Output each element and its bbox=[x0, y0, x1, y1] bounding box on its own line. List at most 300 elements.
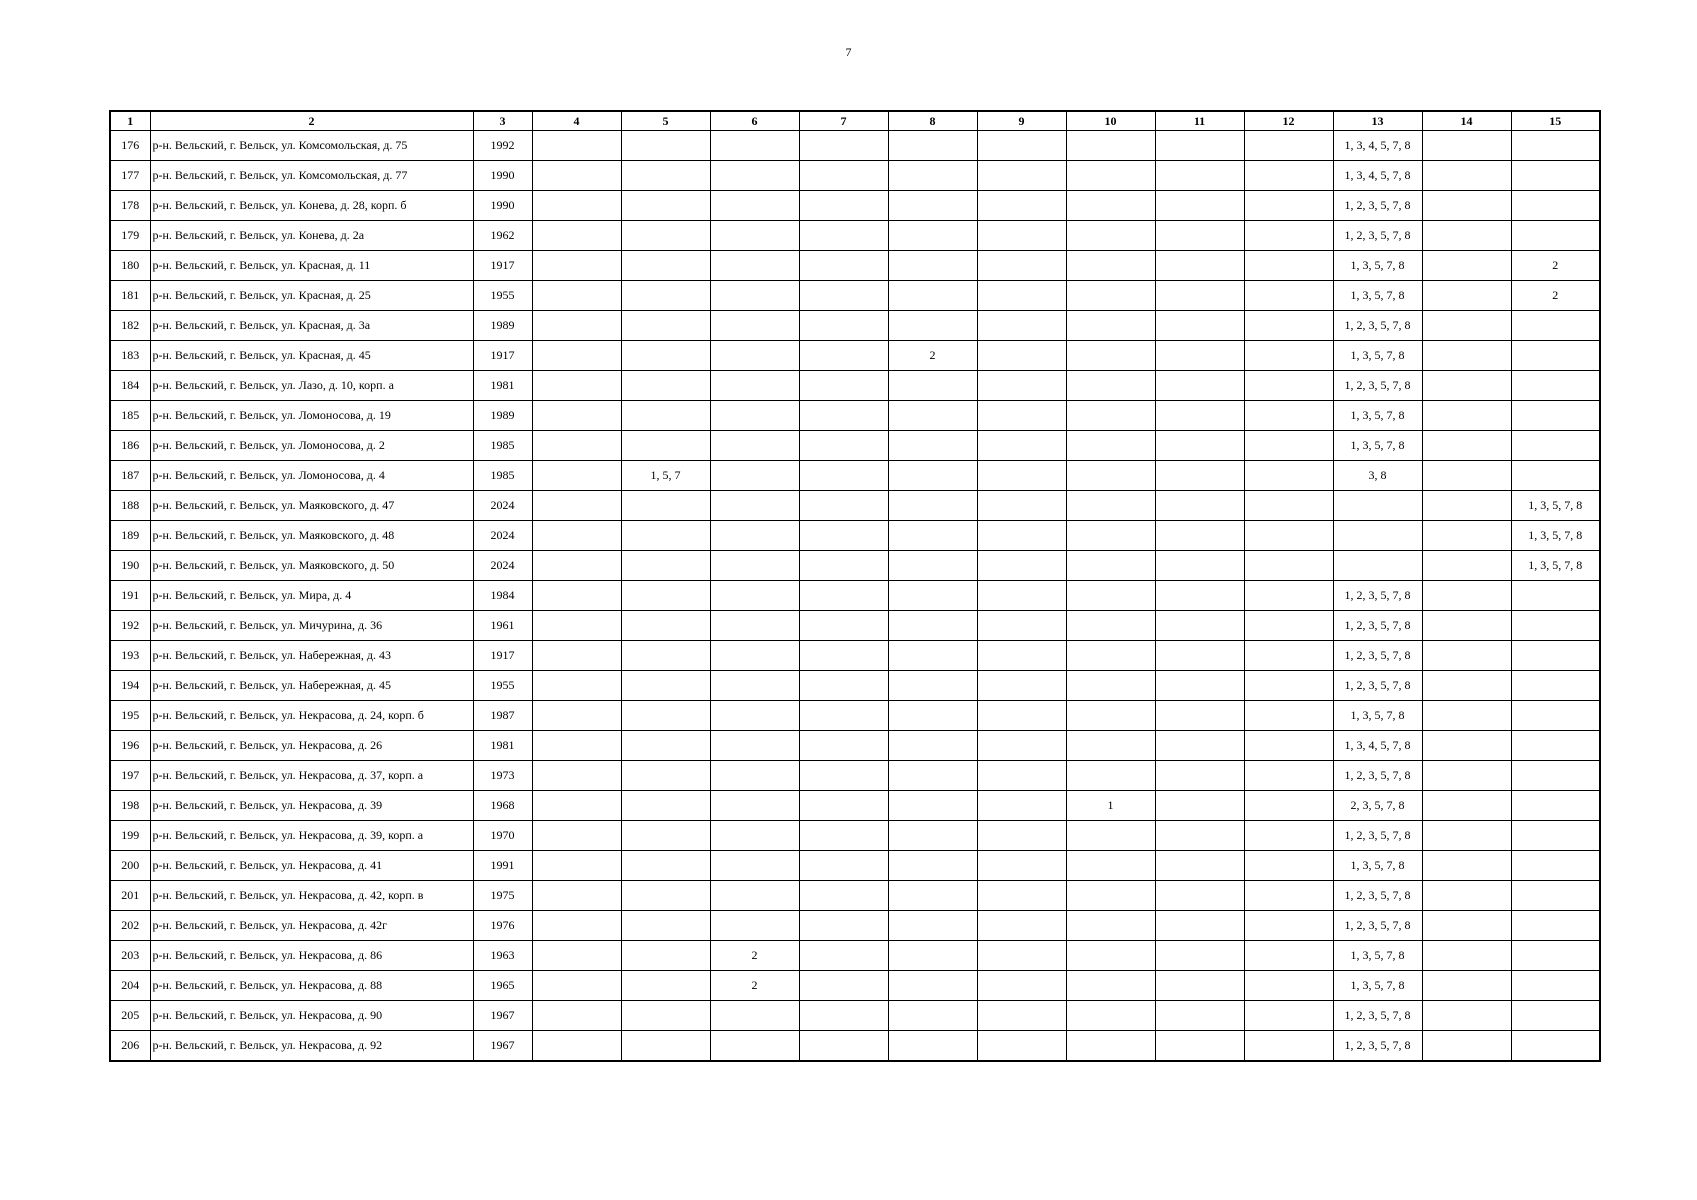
table-cell bbox=[1244, 371, 1333, 401]
year-cell: 1989 bbox=[473, 311, 532, 341]
table-cell bbox=[1422, 1031, 1511, 1062]
row-number-cell: 186 bbox=[110, 431, 150, 461]
row-number-cell: 184 bbox=[110, 371, 150, 401]
table-cell bbox=[799, 251, 888, 281]
table-cell bbox=[1244, 851, 1333, 881]
table-cell bbox=[1155, 731, 1244, 761]
table-cell bbox=[888, 671, 977, 701]
table-cell bbox=[888, 641, 977, 671]
year-cell: 1955 bbox=[473, 671, 532, 701]
table-cell bbox=[1244, 401, 1333, 431]
table-cell bbox=[710, 281, 799, 311]
table-cell bbox=[888, 431, 977, 461]
row-number-cell: 194 bbox=[110, 671, 150, 701]
table-cell bbox=[621, 491, 710, 521]
table-cell bbox=[710, 251, 799, 281]
table-cell bbox=[532, 581, 621, 611]
table-cell bbox=[621, 341, 710, 371]
table-cell bbox=[1511, 611, 1600, 641]
table-cell bbox=[532, 971, 621, 1001]
table-cell: 1, 2, 3, 5, 7, 8 bbox=[1333, 371, 1422, 401]
table-cell bbox=[1422, 341, 1511, 371]
table-cell bbox=[1244, 1031, 1333, 1062]
address-cell: р-н. Вельский, г. Вельск, ул. Некрасова, д. 42, корп. в bbox=[150, 881, 473, 911]
row-number-cell: 206 bbox=[110, 1031, 150, 1062]
table-cell bbox=[532, 641, 621, 671]
row-number-cell: 202 bbox=[110, 911, 150, 941]
table-cell bbox=[710, 1031, 799, 1062]
table-cell: 1, 2, 3, 5, 7, 8 bbox=[1333, 611, 1422, 641]
table-cell bbox=[977, 971, 1066, 1001]
table-cell bbox=[1333, 491, 1422, 521]
table-cell bbox=[1244, 491, 1333, 521]
table-cell bbox=[799, 521, 888, 551]
table-cell: 1, 2, 3, 5, 7, 8 bbox=[1333, 881, 1422, 911]
row-number-cell: 197 bbox=[110, 761, 150, 791]
table-cell bbox=[977, 941, 1066, 971]
header-row bbox=[110, 111, 1600, 131]
table-cell bbox=[888, 221, 977, 251]
year-cell: 1963 bbox=[473, 941, 532, 971]
table-cell bbox=[977, 311, 1066, 341]
table-cell bbox=[888, 191, 977, 221]
column-header-4: 4 bbox=[532, 111, 621, 131]
table-cell bbox=[799, 371, 888, 401]
table-cell bbox=[532, 551, 621, 581]
table-cell bbox=[977, 341, 1066, 371]
table-cell bbox=[1066, 851, 1155, 881]
table-cell bbox=[799, 1031, 888, 1062]
table-cell bbox=[888, 131, 977, 161]
table-cell bbox=[1511, 911, 1600, 941]
address-cell: р-н. Вельский, г. Вельск, ул. Маяковского, д. 48 bbox=[150, 521, 473, 551]
row-number-cell: 180 bbox=[110, 251, 150, 281]
table-cell bbox=[710, 221, 799, 251]
table-row bbox=[110, 191, 1600, 221]
row-number-cell: 203 bbox=[110, 941, 150, 971]
table-cell bbox=[799, 911, 888, 941]
table-cell bbox=[532, 761, 621, 791]
year-cell: 2024 bbox=[473, 491, 532, 521]
table-cell bbox=[1511, 731, 1600, 761]
table-cell bbox=[1511, 461, 1600, 491]
table-cell bbox=[888, 161, 977, 191]
table-cell bbox=[710, 641, 799, 671]
table-cell bbox=[1422, 1001, 1511, 1031]
table-cell bbox=[1244, 971, 1333, 1001]
table-cell bbox=[799, 431, 888, 461]
table-cell: 2 bbox=[1511, 251, 1600, 281]
table-cell bbox=[1422, 941, 1511, 971]
table-cell: 1, 5, 7 bbox=[621, 461, 710, 491]
year-cell: 1981 bbox=[473, 371, 532, 401]
table-cell bbox=[977, 701, 1066, 731]
table-row bbox=[110, 851, 1600, 881]
page-number: 7 bbox=[845, 45, 852, 59]
table-cell bbox=[710, 701, 799, 731]
table-cell bbox=[977, 581, 1066, 611]
table-row bbox=[110, 821, 1600, 851]
table-cell bbox=[1422, 791, 1511, 821]
table-cell bbox=[977, 551, 1066, 581]
table-cell bbox=[1155, 641, 1244, 671]
year-cell: 1917 bbox=[473, 251, 532, 281]
address-cell: р-н. Вельский, г. Вельск, ул. Некрасова, д. 42г bbox=[150, 911, 473, 941]
table-row bbox=[110, 131, 1600, 161]
table-cell bbox=[888, 611, 977, 641]
table-cell bbox=[888, 281, 977, 311]
table-cell bbox=[1066, 221, 1155, 251]
table-cell bbox=[888, 581, 977, 611]
year-cell: 1991 bbox=[473, 851, 532, 881]
table-row bbox=[110, 761, 1600, 791]
row-number-cell: 177 bbox=[110, 161, 150, 191]
table-cell bbox=[1066, 521, 1155, 551]
table-cell: 1, 3, 4, 5, 7, 8 bbox=[1333, 161, 1422, 191]
column-header-1: 1 bbox=[110, 111, 150, 131]
row-number-cell: 205 bbox=[110, 1001, 150, 1031]
table-cell bbox=[1066, 191, 1155, 221]
table-cell bbox=[621, 311, 710, 341]
table-cell bbox=[1244, 191, 1333, 221]
address-cell: р-н. Вельский, г. Вельск, ул. Набережная, д. 43 bbox=[150, 641, 473, 671]
table-cell bbox=[1066, 251, 1155, 281]
table-cell bbox=[1511, 641, 1600, 671]
row-number-cell: 183 bbox=[110, 341, 150, 371]
table-cell bbox=[710, 761, 799, 791]
address-cell: р-н. Вельский, г. Вельск, ул. Некрасова, д. 92 bbox=[150, 1031, 473, 1062]
table-cell bbox=[1244, 251, 1333, 281]
table-cell bbox=[621, 641, 710, 671]
table-cell bbox=[532, 611, 621, 641]
table-cell bbox=[977, 641, 1066, 671]
table-cell bbox=[888, 461, 977, 491]
table-cell bbox=[888, 731, 977, 761]
table-cell bbox=[1244, 1001, 1333, 1031]
year-cell: 1917 bbox=[473, 641, 532, 671]
table-cell bbox=[710, 401, 799, 431]
table-cell bbox=[799, 221, 888, 251]
table-cell bbox=[1155, 671, 1244, 701]
table-body bbox=[110, 131, 1600, 1062]
table-cell bbox=[888, 371, 977, 401]
table-row bbox=[110, 701, 1600, 731]
table-cell bbox=[1244, 161, 1333, 191]
table-cell bbox=[1155, 581, 1244, 611]
table-cell bbox=[532, 251, 621, 281]
table-header bbox=[110, 111, 1600, 131]
table-cell bbox=[1155, 551, 1244, 581]
table-cell bbox=[621, 131, 710, 161]
table-cell bbox=[888, 311, 977, 341]
table-cell bbox=[1155, 401, 1244, 431]
table-row bbox=[110, 731, 1600, 761]
table-row bbox=[110, 491, 1600, 521]
table-cell bbox=[977, 161, 1066, 191]
table-cell bbox=[621, 401, 710, 431]
table-cell bbox=[1511, 401, 1600, 431]
row-number-cell: 201 bbox=[110, 881, 150, 911]
column-header-3: 3 bbox=[473, 111, 532, 131]
table-cell bbox=[710, 161, 799, 191]
table-cell bbox=[977, 401, 1066, 431]
table-cell bbox=[1155, 311, 1244, 341]
table-cell bbox=[977, 251, 1066, 281]
table-cell bbox=[1511, 1001, 1600, 1031]
table-cell bbox=[1066, 761, 1155, 791]
table-cell bbox=[1422, 551, 1511, 581]
table-row bbox=[110, 581, 1600, 611]
address-cell: р-н. Вельский, г. Вельск, ул. Красная, д. 25 bbox=[150, 281, 473, 311]
table-cell bbox=[799, 311, 888, 341]
address-cell: р-н. Вельский, г. Вельск, ул. Некрасова, д. 88 bbox=[150, 971, 473, 1001]
column-header-9: 9 bbox=[977, 111, 1066, 131]
row-number-cell: 188 bbox=[110, 491, 150, 521]
address-cell: р-н. Вельский, г. Вельск, ул. Некрасова, д. 37, корп. а bbox=[150, 761, 473, 791]
table-cell bbox=[799, 701, 888, 731]
table-cell bbox=[977, 671, 1066, 701]
table-cell bbox=[1244, 821, 1333, 851]
address-cell: р-н. Вельский, г. Вельск, ул. Комсомольская, д. 77 bbox=[150, 161, 473, 191]
table-cell bbox=[621, 761, 710, 791]
table-cell bbox=[977, 1031, 1066, 1062]
table-cell bbox=[1066, 941, 1155, 971]
column-header-6: 6 bbox=[710, 111, 799, 131]
table-cell bbox=[799, 1001, 888, 1031]
year-cell: 1992 bbox=[473, 131, 532, 161]
table-cell bbox=[710, 131, 799, 161]
table-cell bbox=[1244, 281, 1333, 311]
table-cell bbox=[1511, 701, 1600, 731]
table-cell bbox=[977, 821, 1066, 851]
table-cell bbox=[1155, 881, 1244, 911]
table-cell bbox=[977, 731, 1066, 761]
table-cell bbox=[888, 971, 977, 1001]
table-cell bbox=[1066, 431, 1155, 461]
table-cell bbox=[710, 881, 799, 911]
table-cell: 2 bbox=[1511, 281, 1600, 311]
table-cell bbox=[977, 281, 1066, 311]
table-cell bbox=[1244, 551, 1333, 581]
table-cell bbox=[1155, 521, 1244, 551]
table-cell bbox=[532, 401, 621, 431]
table-cell bbox=[1244, 131, 1333, 161]
table-cell bbox=[1244, 761, 1333, 791]
table-cell: 1, 3, 5, 7, 8 bbox=[1511, 491, 1600, 521]
table-cell bbox=[888, 881, 977, 911]
row-number-cell: 178 bbox=[110, 191, 150, 221]
column-header-10: 10 bbox=[1066, 111, 1155, 131]
table-cell bbox=[1244, 311, 1333, 341]
table-cell bbox=[1155, 941, 1244, 971]
table-cell bbox=[1066, 131, 1155, 161]
year-cell: 1985 bbox=[473, 431, 532, 461]
table-cell bbox=[1155, 491, 1244, 521]
table-cell bbox=[888, 251, 977, 281]
table-cell bbox=[1511, 311, 1600, 341]
table-cell bbox=[532, 671, 621, 701]
table-cell bbox=[532, 281, 621, 311]
table-cell bbox=[621, 821, 710, 851]
table-cell bbox=[532, 791, 621, 821]
table-cell bbox=[888, 911, 977, 941]
table-cell bbox=[1511, 791, 1600, 821]
table-cell bbox=[621, 671, 710, 701]
table-cell bbox=[977, 191, 1066, 221]
table-cell bbox=[799, 461, 888, 491]
table-cell: 1, 3, 5, 7, 8 bbox=[1333, 401, 1422, 431]
table-row bbox=[110, 161, 1600, 191]
table-cell bbox=[1066, 551, 1155, 581]
table-cell bbox=[532, 941, 621, 971]
table-cell bbox=[1422, 461, 1511, 491]
table-cell bbox=[799, 641, 888, 671]
table-cell bbox=[532, 341, 621, 371]
table-cell bbox=[1422, 701, 1511, 731]
table-cell bbox=[1511, 821, 1600, 851]
table-cell bbox=[1155, 371, 1244, 401]
table-cell bbox=[1066, 671, 1155, 701]
table-cell bbox=[710, 821, 799, 851]
table-cell: 1, 2, 3, 5, 7, 8 bbox=[1333, 1001, 1422, 1031]
address-cell: р-н. Вельский, г. Вельск, ул. Красная, д. 11 bbox=[150, 251, 473, 281]
year-cell: 1985 bbox=[473, 461, 532, 491]
table-cell bbox=[1511, 971, 1600, 1001]
table-cell bbox=[977, 491, 1066, 521]
table-row bbox=[110, 311, 1600, 341]
row-number-cell: 190 bbox=[110, 551, 150, 581]
table-cell bbox=[1422, 401, 1511, 431]
table-cell bbox=[888, 701, 977, 731]
table-cell bbox=[1155, 1001, 1244, 1031]
row-number-cell: 200 bbox=[110, 851, 150, 881]
year-cell: 1962 bbox=[473, 221, 532, 251]
table-cell bbox=[1511, 881, 1600, 911]
table-row bbox=[110, 341, 1600, 371]
table-cell bbox=[1422, 671, 1511, 701]
table-cell bbox=[1422, 371, 1511, 401]
table-cell bbox=[710, 911, 799, 941]
table-cell bbox=[1155, 611, 1244, 641]
table-cell bbox=[532, 851, 621, 881]
table-cell bbox=[621, 851, 710, 881]
table-cell bbox=[1244, 701, 1333, 731]
row-number-cell: 204 bbox=[110, 971, 150, 1001]
table-cell bbox=[532, 701, 621, 731]
table-cell: 1, 2, 3, 5, 7, 8 bbox=[1333, 911, 1422, 941]
table-cell bbox=[799, 671, 888, 701]
table-cell bbox=[532, 821, 621, 851]
address-cell: р-н. Вельский, г. Вельск, ул. Некрасова, д. 41 bbox=[150, 851, 473, 881]
address-cell: р-н. Вельский, г. Вельск, ул. Некрасова, д. 39, корп. а bbox=[150, 821, 473, 851]
table-cell bbox=[799, 281, 888, 311]
address-cell: р-н. Вельский, г. Вельск, ул. Маяковского, д. 50 bbox=[150, 551, 473, 581]
table-cell bbox=[799, 731, 888, 761]
table-cell bbox=[1244, 521, 1333, 551]
table-cell: 1, 3, 5, 7, 8 bbox=[1511, 551, 1600, 581]
table-cell bbox=[1066, 1031, 1155, 1062]
table-cell bbox=[1066, 311, 1155, 341]
table-row bbox=[110, 281, 1600, 311]
address-cell: р-н. Вельский, г. Вельск, ул. Некрасова, д. 86 bbox=[150, 941, 473, 971]
table-cell bbox=[977, 431, 1066, 461]
table-cell bbox=[1244, 611, 1333, 641]
table-cell bbox=[799, 791, 888, 821]
address-cell: р-н. Вельский, г. Вельск, ул. Некрасова, д. 26 bbox=[150, 731, 473, 761]
table-row bbox=[110, 911, 1600, 941]
table-cell bbox=[1422, 311, 1511, 341]
table-cell bbox=[1066, 731, 1155, 761]
table-cell bbox=[1066, 821, 1155, 851]
table-cell bbox=[1155, 791, 1244, 821]
table-cell bbox=[621, 161, 710, 191]
address-cell: р-н. Вельский, г. Вельск, ул. Лазо, д. 10, корп. а bbox=[150, 371, 473, 401]
table-cell bbox=[1155, 431, 1244, 461]
table-cell bbox=[621, 521, 710, 551]
table-row bbox=[110, 971, 1600, 1001]
table-row bbox=[110, 521, 1600, 551]
table-cell bbox=[1422, 971, 1511, 1001]
table-cell: 1, 3, 4, 5, 7, 8 bbox=[1333, 131, 1422, 161]
table-cell bbox=[1511, 371, 1600, 401]
table-cell bbox=[710, 461, 799, 491]
table-cell bbox=[532, 731, 621, 761]
table-cell bbox=[621, 731, 710, 761]
table-cell bbox=[710, 311, 799, 341]
table-cell bbox=[1511, 341, 1600, 371]
table-cell bbox=[1155, 701, 1244, 731]
table-cell bbox=[1066, 371, 1155, 401]
table-cell bbox=[888, 551, 977, 581]
table-cell bbox=[1511, 161, 1600, 191]
table-cell bbox=[1422, 761, 1511, 791]
table-cell bbox=[977, 761, 1066, 791]
table-cell bbox=[1244, 881, 1333, 911]
address-cell: р-н. Вельский, г. Вельск, ул. Некрасова, д. 24, корп. б bbox=[150, 701, 473, 731]
table-cell bbox=[1066, 1001, 1155, 1031]
table-cell bbox=[977, 911, 1066, 941]
table-cell bbox=[1422, 281, 1511, 311]
year-cell: 1973 bbox=[473, 761, 532, 791]
address-cell: р-н. Вельский, г. Вельск, ул. Конева, д. 28, корп. б bbox=[150, 191, 473, 221]
table-cell bbox=[710, 431, 799, 461]
table-cell bbox=[888, 941, 977, 971]
table-cell bbox=[1066, 701, 1155, 731]
year-cell: 1990 bbox=[473, 191, 532, 221]
table-cell bbox=[1511, 671, 1600, 701]
table-cell bbox=[1422, 521, 1511, 551]
table-cell: 1 bbox=[1066, 791, 1155, 821]
address-cell: р-н. Вельский, г. Вельск, ул. Некрасова, д. 39 bbox=[150, 791, 473, 821]
table-cell bbox=[1511, 221, 1600, 251]
table-cell: 1, 2, 3, 5, 7, 8 bbox=[1333, 191, 1422, 221]
table-cell bbox=[888, 1001, 977, 1031]
table-cell bbox=[799, 161, 888, 191]
table-cell: 3, 8 bbox=[1333, 461, 1422, 491]
column-header-15: 15 bbox=[1511, 111, 1600, 131]
address-cell: р-н. Вельский, г. Вельск, ул. Мира, д. 4 bbox=[150, 581, 473, 611]
table-cell: 2 bbox=[710, 971, 799, 1001]
column-header-14: 14 bbox=[1422, 111, 1511, 131]
table-cell bbox=[532, 431, 621, 461]
table-cell bbox=[532, 371, 621, 401]
table-cell bbox=[1422, 821, 1511, 851]
row-number-cell: 189 bbox=[110, 521, 150, 551]
table-cell bbox=[621, 371, 710, 401]
table-cell bbox=[1244, 461, 1333, 491]
table-cell bbox=[710, 731, 799, 761]
row-number-cell: 195 bbox=[110, 701, 150, 731]
